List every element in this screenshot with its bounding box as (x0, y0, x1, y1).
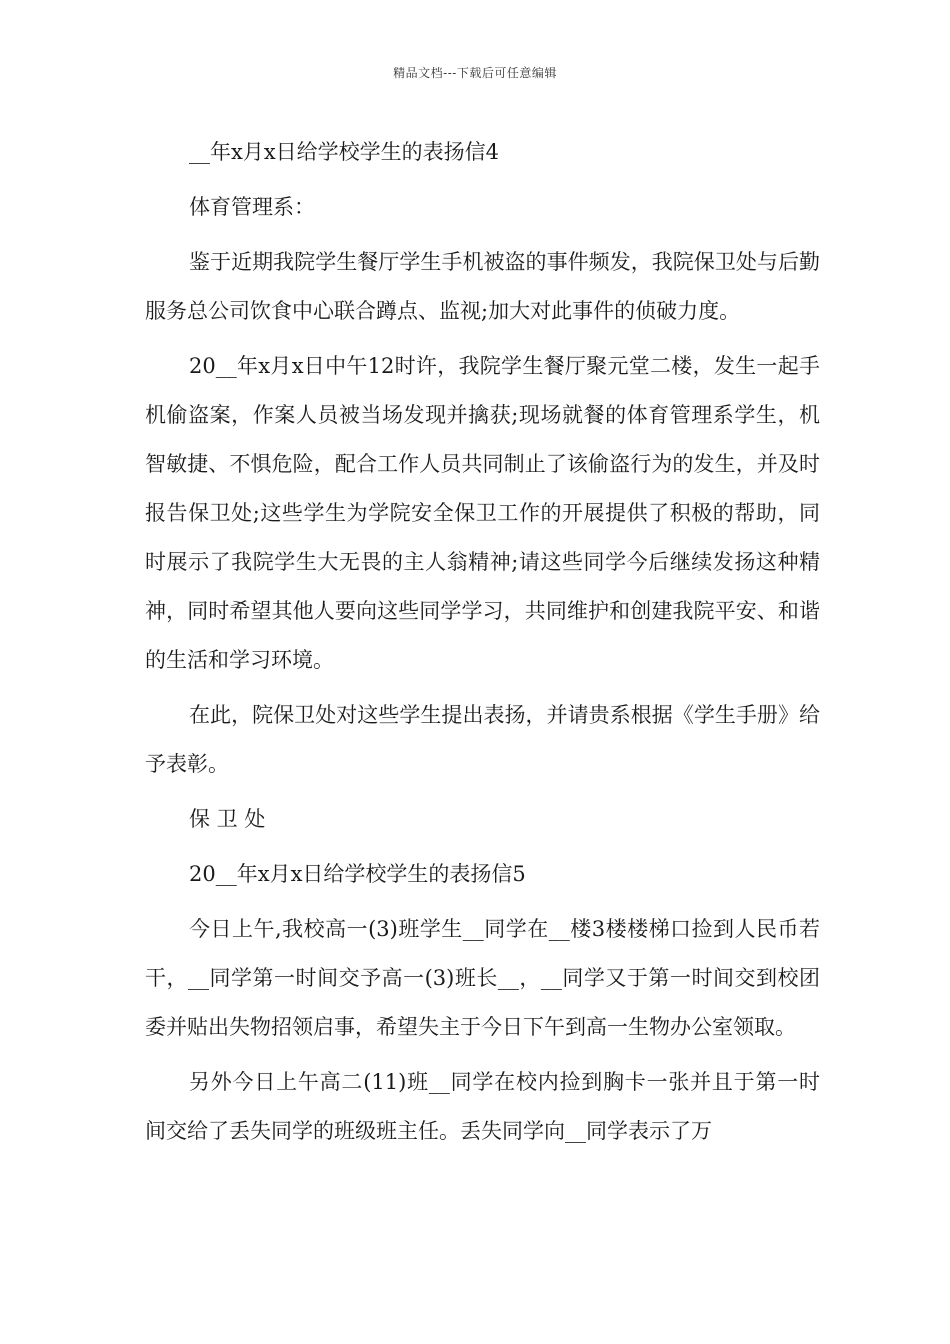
page-header: 精品文档---下载后可任意编辑 (393, 66, 557, 80)
paragraph-5: 另外今日上午高二(11)班__同学在校内捡到胸卡一张并且于第一时间交给了丢失同学的班级班主任。丢失同学向__同学表示了万 (145, 1070, 820, 1143)
paragraph-3: 在此，院保卫处对这些学生提出表扬，并请贵系根据《学生手册》给予表彰。 (145, 703, 820, 776)
salutation: 体育管理系： (189, 195, 315, 219)
paragraph-4: 今日上午,我校高一(3)班学生__同学在__楼3楼楼梯口捡到人民币若干，__同学第一时间交予高一(3)班长__，__同学又于第一时间交到校团委并贴出失物招领启事，希望失主于今日下午到高一生物办公室领取。 (145, 917, 820, 1039)
paragraph-1: 鉴于近期我院学生餐厅学生手机被盗的事件频发，我院保卫处与后勤服务总公司饮食中心联合蹲点、监视;加大对此事件的侦破力度。 (145, 250, 820, 323)
signature: 保 卫 处 (189, 807, 266, 831)
letter-title-4: __年x月x日给学校学生的表扬信4 (189, 140, 500, 164)
letter-title-5: 20__年x月x日给学校学生的表扬信5 (189, 862, 526, 886)
paragraph-2: 20__年x月x日中午12时许，我院学生餐厅聚元堂二楼，发生一起手机偷盗案，作案人员被当场发现并擒获;现场就餐的体育管理系学生，机智敏捷、不惧危险，配合工作人员共同制止了该偷盗行为的发生，并及时报告保卫处;这些学生为学院安全保卫工作的开展提供了积极的帮助，同时展示了我院学生大无畏的主人翁精神;请这些同学今后继续发扬这种精神，同时希望其他人要向这些同学学习，共同维护和创建我院平安、和谐的生活和学习环境。 (145, 354, 820, 672)
document-body (145, 128, 820, 1162)
